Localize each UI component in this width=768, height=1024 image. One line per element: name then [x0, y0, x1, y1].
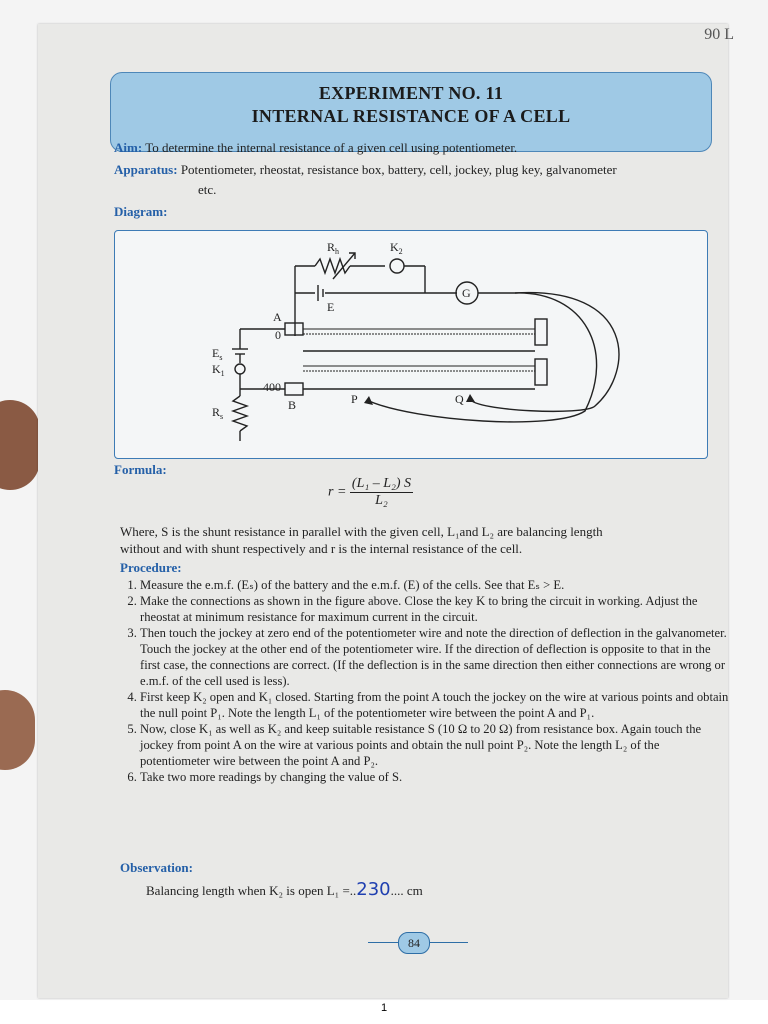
key-k2	[390, 259, 404, 273]
formula-denominator: L₂	[375, 493, 388, 508]
apparatus-label: Apparatus:	[114, 162, 178, 177]
observation-label: Observation:	[120, 860, 193, 875]
procedure-step: 4. First keep K₂ open and K₁ closed. Starting from the point A touch the jockey on the wire at various points and obtain the null point P₁. Note the length L₁ of the potentiometer wire between the point A and P₁.	[140, 689, 730, 721]
apparatus-row	[114, 162, 724, 178]
procedure-step: 2. Make the connections as shown in the figure above. Close the key K to bring the circuit in working. Adjust the rheostat at minimum resistance for maximum current in the circuit.	[140, 593, 730, 625]
label-b: B	[288, 398, 297, 412]
label-e: E	[327, 300, 335, 314]
procedure-step: 5. Now, close K₁ as well as K₂ and keep suitable resistance S (10 Ω to 20 Ω) from resistance box. Again touch the jockey from point A on the wire at various points and obtain the null point P₂. Note the length L₂ of the potentiometer wire between the point A and P₂.	[140, 721, 730, 769]
label-k1: $K_1$	[212, 362, 225, 378]
footer-page-number: 1	[380, 1002, 388, 1014]
experiment-title: INTERNAL RESISTANCE OF A CELL	[251, 106, 571, 126]
formula	[328, 476, 413, 509]
aim-label: Aim:	[114, 140, 143, 155]
terminal-end-2	[535, 359, 547, 385]
formula-numerator: (L₁ – L₂) S	[351, 476, 412, 491]
observation-row	[146, 879, 423, 900]
jockey-arrowhead-q	[466, 394, 475, 402]
formula-label: Formula:	[114, 462, 167, 477]
experiment-number: EXPERIMENT NO. 11	[318, 83, 504, 103]
label-a: A	[273, 310, 282, 324]
label-400: 400	[263, 380, 281, 394]
diagram-label: Diagram:	[114, 204, 168, 219]
label-rs: $R_s$	[212, 405, 224, 421]
corner-text: 90 L	[704, 26, 734, 43]
page-number-rule	[428, 942, 468, 943]
jockey-arrowhead-p	[364, 396, 373, 405]
apparatus-text: Potentiometer, rheostat, resistance box, battery, cell, jockey, plug key, galvanometer	[180, 162, 617, 177]
observation-unit: cm	[406, 883, 423, 898]
label-g: G	[462, 286, 471, 300]
circuit-diagram	[115, 231, 707, 458]
where-line-1: Where, S is the shunt resistance in parallel with the given cell, L₁and L₂ are balancing length	[120, 524, 603, 539]
procedure-step: 6. Take two more readings by changing the value of S.	[140, 769, 730, 785]
formula-lhs: r =	[328, 484, 347, 500]
key-k1	[235, 364, 245, 374]
label-rh: $R_h$	[327, 240, 340, 256]
label-p: P	[351, 392, 358, 406]
procedure-step: 1. Measure the e.m.f. (Eₛ) of the battery and the e.m.f. (E) of the cells. See that Eₛ > E.	[140, 577, 730, 593]
label-zero: 0	[275, 328, 281, 342]
terminal-b	[285, 383, 303, 395]
where-line-2: without and with shunt respectively and r is the internal resistance of the cell.	[120, 541, 523, 556]
procedure-step: 3. Then touch the jockey at zero end of the potentiometer wire and note the direction of deflection in the galvanometer. Touch the jockey at the other end of the potentiometer wire. If the direction of deflection is opposite to that in the first case, the connections are correct. (If the deflection is in the same direction then either connections are wrong or e.m.f. of the cell used is less).	[140, 625, 730, 689]
page-number: 84	[398, 932, 430, 954]
observation-dots: ....	[390, 883, 404, 898]
apparatus-text-continued: etc.	[198, 182, 217, 197]
page-number-rule	[368, 942, 398, 943]
finger	[0, 400, 40, 490]
jockey-lead-q	[470, 293, 619, 412]
aim-text: To determine the internal resistance of a given cell using potentiometer.	[145, 140, 518, 155]
circuit-diagram-frame	[114, 230, 708, 459]
observation-text: Balancing length when K₂ is open L₁ =..	[146, 883, 357, 898]
label-k2: $K_2$	[390, 240, 403, 256]
label-es: $E_s$	[212, 346, 223, 362]
procedure-steps	[120, 577, 730, 785]
observation-value: 230	[356, 879, 391, 900]
aim-row	[114, 140, 517, 156]
resistor-rs	[233, 396, 247, 431]
jockey-lead-p	[369, 293, 597, 422]
label-q: Q	[455, 392, 464, 406]
book-page	[38, 24, 734, 998]
procedure-label: Procedure:	[120, 560, 182, 575]
terminal-a	[285, 323, 303, 335]
terminal-end-1	[535, 319, 547, 345]
